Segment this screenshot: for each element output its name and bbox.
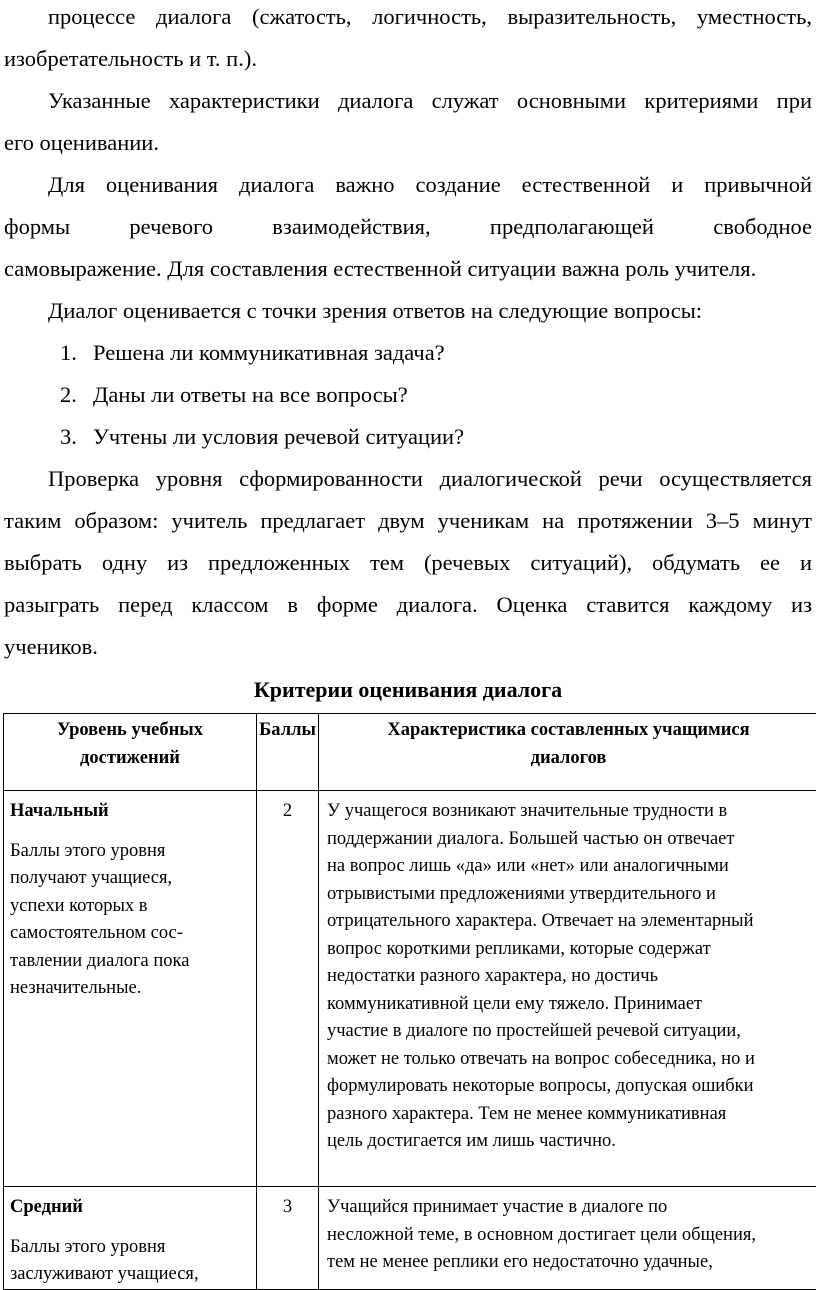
list-item [60, 338, 445, 368]
paragraph-line: Диалог оценивается с точки зрения ответов на следующие вопросы: [48, 296, 812, 326]
paragraph-line: Проверка уровня сформированности диалогической речи осуществляется [48, 464, 812, 494]
list-text: Решена ли коммуникативная задача? [93, 340, 445, 365]
paragraph-line: процессе диалога (сжатость, логичность, выразительность, уместность, [48, 2, 812, 32]
list-item [60, 422, 464, 452]
points-cell: 3 [257, 1187, 319, 1290]
paragraph-line: самовыражение. Для составления естественной ситуации важна роль учителя. [4, 254, 812, 284]
paragraph-line: разыграть перед классом в форме диалога. Оценка ставится каждому из [4, 590, 812, 620]
paragraph-line: выбрать одну из предложенных тем (речевых ситуаций), обдумать ее и [4, 548, 812, 578]
description-cell: Учащийся принимает участие в диалоге по несложной теме, в основном достигает цели общения, тем не менее реплики его недостаточно удачные, [319, 1187, 816, 1290]
paragraph-line: изобретательность и т. п.). [4, 44, 812, 74]
list-text: Даны ли ответы на все вопросы? [93, 382, 408, 407]
list-text: Учтены ли условия речевой ситуации? [93, 424, 464, 449]
points-cell: 2 [257, 791, 319, 1187]
level-cell: Средний Баллы этого уровня заслуживают учащиеся, [4, 1187, 257, 1290]
paragraph-line: Указанные характеристики диалога служат основными критериями при [48, 86, 812, 116]
paragraph-line: учеников. [4, 632, 812, 662]
table-header-row [4, 714, 816, 791]
level-title: Средний [10, 1194, 252, 1222]
list-number: 2. [60, 380, 93, 410]
header-points: Баллы [257, 714, 319, 791]
table-caption: Критерии оценивания диалога [0, 675, 816, 705]
criteria-table [3, 713, 816, 1290]
list-number: 1. [60, 338, 93, 368]
description-cell: У учащегося возникают значительные трудности в поддержании диалога. Большей частью он отвечает на вопрос лишь «да» или «нет» или аналогичными отрывистыми предложениями утвердительного и отрицательного характера. Отвечает на элементарный вопрос короткими репликами, которые содержат недостатки разного характера, но достичь коммуникативной цели ему тяжело. Принимает участие в диалоге по простейшей речевой ситуации, может не только отвечать на вопрос собеседника, но и формулировать некоторые вопросы, допуская ошибки разного характера. Тем не менее коммуникативная цель достигается им лишь частично. [319, 791, 816, 1187]
paragraph-line: формы речевого взаимодействия, предполагающей свободное [4, 212, 812, 242]
paragraph-line: его оценивании. [4, 128, 812, 158]
level-cell: Начальный Баллы этого уровня получают учащиеся, успехи которых в самостоятельном сос- тавлении диалога пока незначительные. [4, 791, 257, 1187]
paragraph-line: таким образом: учитель предлагает двум ученикам на протяжении 3–5 минут [4, 506, 812, 536]
table-row [4, 1187, 816, 1290]
table-row [4, 791, 816, 1187]
level-title: Начальный [10, 798, 252, 826]
header-level: Уровень учебных достижений [4, 714, 257, 791]
list-number: 3. [60, 422, 93, 452]
paragraph-line: Для оценивания диалога важно создание естественной и привычной [48, 170, 812, 200]
list-item [60, 380, 408, 410]
header-description: Характеристика составленных учащимися диалогов [319, 714, 816, 791]
